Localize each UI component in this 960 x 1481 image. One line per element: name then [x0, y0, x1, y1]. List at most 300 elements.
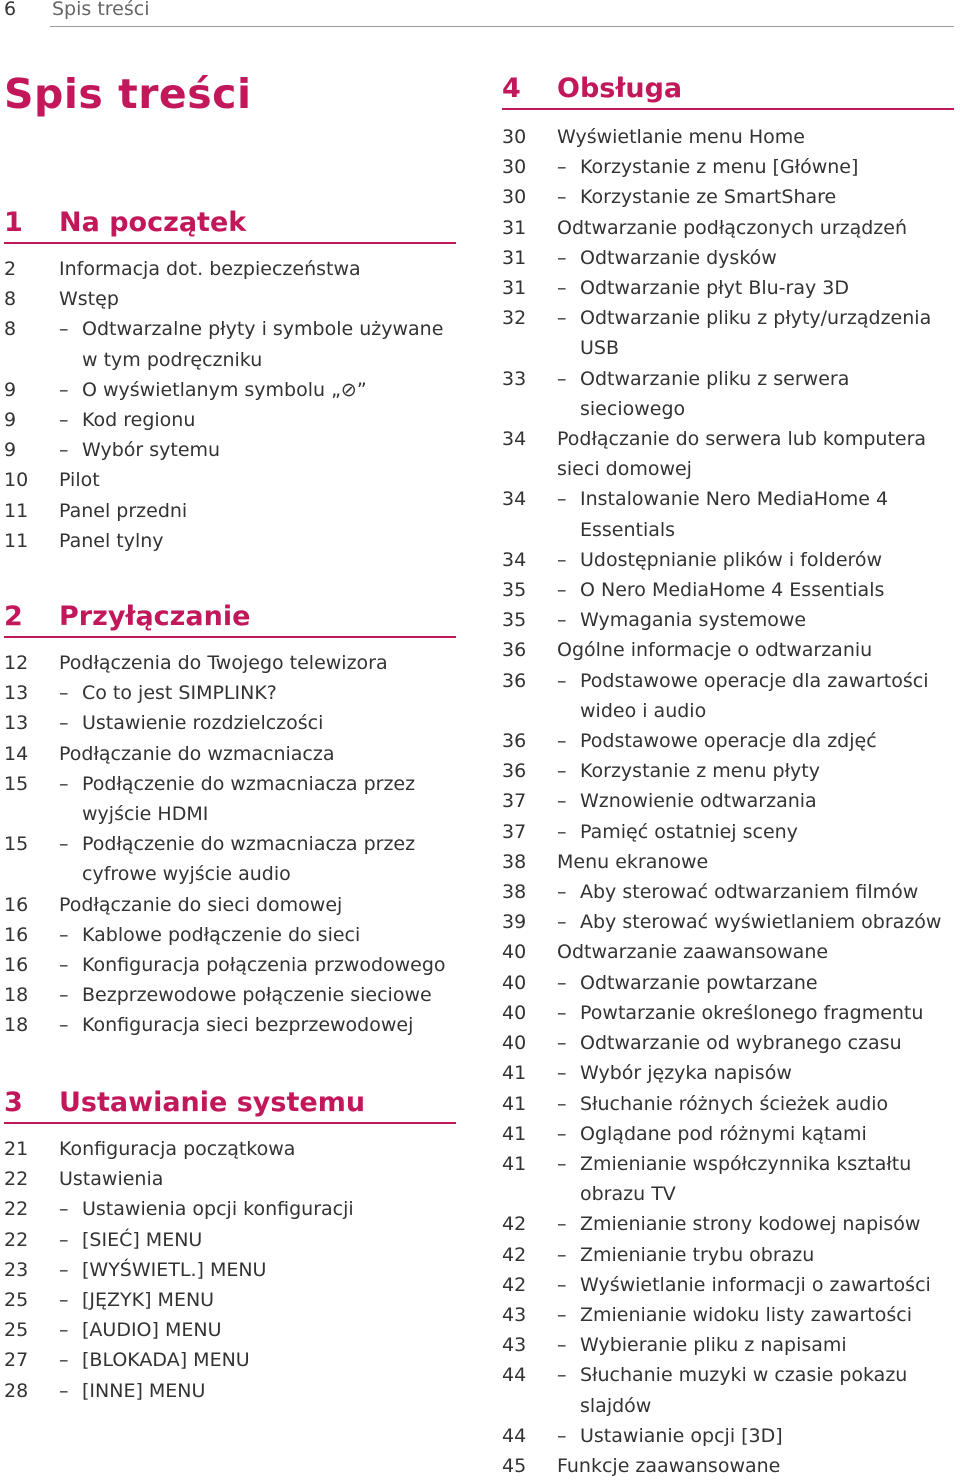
entry-text-line: Informacja dot. bezpieczeństwa [59, 258, 361, 280]
entry-dash: – [557, 1213, 567, 1236]
entry-text-line: sieci domowej [557, 458, 692, 481]
entry-text [82, 829, 456, 889]
entry-text-line: Odtwarzanie pliku z serwera [580, 367, 850, 390]
entry-text [82, 1225, 456, 1255]
toc-subentry[interactable] [502, 273, 954, 303]
entry-text-line: Wybór sytemu [82, 439, 221, 462]
entry-text-line: Ustawienia opcji konfiguracji [82, 1198, 354, 1221]
entry-text-line: Menu ekranowe [557, 850, 709, 873]
entry-dash: – [557, 186, 567, 209]
entry-text-line: Odtwarzanie powtarzane [580, 971, 818, 994]
entry-text [82, 1345, 456, 1375]
entry-text-line: Korzystanie z menu [Główne] [580, 156, 859, 179]
entry-page-number: 18 [4, 984, 29, 1007]
toc-subentry[interactable] [502, 726, 954, 756]
toc-subentry[interactable] [4, 1315, 456, 1345]
entry-page-number: 30 [502, 186, 527, 209]
entry-text [82, 980, 456, 1010]
entry-page-number: 13 [4, 682, 29, 705]
entry-text [580, 575, 954, 605]
toc-subentry[interactable] [502, 1421, 954, 1451]
entry-text [59, 648, 456, 678]
entry-text [557, 847, 954, 877]
entry-page-number: 2 [4, 258, 17, 280]
entry-dash: – [557, 760, 567, 783]
entry-page-number: 40 [502, 941, 527, 964]
entry-page-number: 37 [502, 790, 527, 813]
entry-dash: – [557, 1424, 567, 1447]
entry-page-number: 40 [502, 1001, 527, 1024]
entry-text-line: Podłączenie do wzmacniacza przez [82, 833, 416, 856]
entry-text-line: USB [580, 337, 620, 360]
toc-subentry[interactable] [4, 980, 456, 1010]
entry-text [82, 405, 456, 435]
entry-text-line: Odtwarzanie pliku z płyty/urządzenia [580, 307, 932, 330]
entry-dash: – [59, 772, 69, 795]
entry-page-number: 30 [502, 126, 527, 148]
entry-text-line: Konfiguracja połączenia przwodowego [82, 954, 446, 977]
entry-page-number: 36 [502, 730, 527, 753]
entry-text [59, 1134, 456, 1164]
toc-list [4, 648, 456, 1041]
entry-text-line: wideo i audio [580, 699, 707, 722]
entry-dash: – [557, 609, 567, 632]
entry-text [580, 273, 954, 303]
entry-text-line: Ustawianie opcji [3D] [580, 1424, 783, 1447]
entry-text [557, 213, 954, 243]
toc-entry[interactable] [4, 254, 456, 284]
toc-subentry[interactable] [4, 1345, 456, 1375]
entry-page-number: 35 [502, 609, 527, 632]
entry-page-number: 38 [502, 881, 527, 904]
entry-text-line: obrazu TV [580, 1183, 676, 1206]
entry-page-number: 41 [502, 1122, 527, 1145]
toc-subentry[interactable] [502, 1360, 954, 1420]
entry-text-line: Zmienianie współczynnika kształtu [580, 1152, 912, 1175]
entry-page-number: 28 [4, 1379, 29, 1402]
entry-text [82, 1285, 456, 1315]
toc-subentry[interactable] [4, 678, 456, 708]
entry-text-line: Kablowe podłączenie do sieci [82, 923, 361, 946]
entry-text-line: Wstęp [59, 288, 119, 311]
entry-text [580, 817, 954, 847]
entry-page-number: 34 [502, 488, 527, 511]
entry-dash: – [557, 820, 567, 843]
toc-subentry[interactable] [502, 605, 954, 635]
entry-dash: – [557, 730, 567, 753]
entry-text-line: Zmienianie trybu obrazu [580, 1243, 815, 1266]
entry-text [82, 435, 456, 465]
entry-dash: – [557, 669, 567, 692]
entry-text-line: Podstawowe operacje dla zdjęć [580, 730, 877, 753]
entry-text-line: cyfrowe wyjście audio [82, 863, 291, 886]
entry-page-number: 30 [502, 156, 527, 179]
entry-text [59, 496, 456, 526]
entry-text-line: Funkcje zaawansowane [557, 1454, 781, 1477]
toc-subentry[interactable] [4, 314, 456, 374]
entry-text [580, 1270, 954, 1300]
entry-text-line: Ogólne informacje o odtwarzaniu [557, 639, 873, 662]
entry-text [580, 666, 954, 726]
entry-text-line: O Nero MediaHome 4 Essentials [580, 579, 885, 602]
toc-entry[interactable] [4, 648, 456, 678]
entry-dash: – [59, 923, 69, 946]
entry-text-line: sieciowego [580, 397, 686, 420]
toc-entry[interactable] [4, 1134, 456, 1164]
entry-page-number: 31 [502, 216, 527, 239]
toc-entry[interactable] [502, 213, 954, 243]
section-rule [4, 636, 456, 638]
entry-text-line: w tym podręczniku [82, 348, 263, 371]
entry-dash: – [59, 409, 69, 432]
entry-page-number: 12 [4, 652, 29, 674]
toc-subentry[interactable] [502, 1300, 954, 1330]
entry-page-number: 41 [502, 1062, 527, 1085]
toc-entry[interactable] [4, 890, 456, 920]
entry-text-line: Ustawienie rozdzielczości [82, 712, 324, 735]
entry-page-number: 38 [502, 850, 527, 873]
entry-text-line: Podłączanie do wzmacniacza [59, 742, 335, 765]
entry-text-line: Konfiguracja sieci bezprzewodowej [82, 1014, 414, 1037]
entry-page-number: 45 [502, 1454, 527, 1477]
toc-subentry[interactable] [502, 484, 954, 544]
section-title: Obsługa [557, 73, 683, 104]
toc-subentry[interactable] [502, 1058, 954, 1088]
entry-text-line: [INNE] MENU [82, 1379, 206, 1402]
entry-dash: – [557, 1152, 567, 1175]
entry-text [557, 122, 954, 152]
entry-page-number: 15 [4, 833, 29, 856]
entry-text-line: Powtarzanie określonego fragmentu [580, 1001, 924, 1024]
entry-text-line: Kod regionu [82, 409, 196, 432]
entry-page-number: 42 [502, 1213, 527, 1236]
entry-text-line: Korzystanie z menu płyty [580, 760, 820, 783]
toc-subentry[interactable] [4, 829, 456, 889]
entry-dash: – [59, 712, 69, 735]
entry-text-line: Odtwarzanie podłączonych urządzeń [557, 216, 908, 239]
entry-text [580, 152, 954, 182]
entry-text [580, 1028, 954, 1058]
toc-subentry[interactable] [502, 575, 954, 605]
toc-entry[interactable] [4, 739, 456, 769]
entry-page-number: 11 [4, 529, 29, 552]
entry-text [580, 756, 954, 786]
entry-dash: – [59, 1014, 69, 1037]
entry-text-line: slajdów [580, 1394, 652, 1417]
entry-text [59, 526, 456, 556]
entry-dash: – [557, 971, 567, 994]
entry-text [557, 1451, 954, 1481]
entry-text [82, 769, 456, 829]
entry-text [580, 1058, 954, 1088]
entry-text [580, 1240, 954, 1270]
entry-dash: – [557, 307, 567, 330]
entry-page-number: 32 [502, 307, 527, 330]
toc-subentry[interactable] [502, 1270, 954, 1300]
entry-text [82, 920, 456, 950]
entry-text [580, 364, 954, 424]
section-heading [4, 196, 456, 244]
entry-text-line: Zmienianie widoku listy zawartości [580, 1303, 913, 1326]
entry-text-line: Konfiguracja początkowa [59, 1138, 296, 1160]
toc-subentry[interactable] [4, 1194, 456, 1224]
entry-page-number: 44 [502, 1424, 527, 1447]
toc-subentry[interactable] [502, 1209, 954, 1239]
entry-dash: – [557, 1122, 567, 1145]
toc-subentry[interactable] [502, 1119, 954, 1149]
entry-text [580, 1300, 954, 1330]
entry-text [59, 890, 456, 920]
entry-page-number: 23 [4, 1258, 29, 1281]
entry-page-number: 22 [4, 1198, 29, 1221]
toc-subentry[interactable] [4, 1285, 456, 1315]
entry-text-line: Wyświetlanie menu Home [557, 126, 805, 148]
toc-subentry[interactable] [502, 877, 954, 907]
toc-subentry[interactable] [502, 756, 954, 786]
entry-page-number: 34 [502, 428, 527, 451]
entry-dash: – [59, 1198, 69, 1221]
entry-dash: – [59, 318, 69, 341]
entry-dash: – [557, 367, 567, 390]
toc-subentry[interactable] [502, 998, 954, 1028]
entry-text-line: Aby sterować wyświetlaniem obrazów [580, 911, 942, 934]
toc-entry[interactable] [4, 496, 456, 526]
toc-subentry[interactable] [502, 545, 954, 575]
entry-text [580, 1209, 954, 1239]
entry-text [59, 1164, 456, 1194]
toc-subentry[interactable] [502, 1149, 954, 1209]
toc-subentry[interactable] [4, 375, 456, 405]
entry-dash: – [557, 1303, 567, 1326]
entry-text [580, 303, 954, 363]
entry-text-line: Podłączenie do wzmacniacza przez [82, 772, 416, 795]
page-header [0, 0, 960, 30]
toc-subentry[interactable] [502, 907, 954, 937]
entry-page-number: 39 [502, 911, 527, 934]
entry-text [580, 1360, 954, 1420]
entry-page-number: 8 [4, 318, 17, 341]
entry-page-number: 41 [502, 1152, 527, 1175]
toc-entry[interactable] [4, 284, 456, 314]
entry-text [59, 465, 456, 495]
entry-text [82, 375, 456, 405]
entry-page-number: 41 [502, 1092, 527, 1115]
entry-text [580, 1149, 954, 1209]
entry-page-number: 33 [502, 367, 527, 390]
entry-page-number: 27 [4, 1349, 29, 1372]
toc-subentry[interactable] [502, 243, 954, 273]
entry-text [82, 314, 456, 374]
entry-text-line: Odtwarzanie od wybranego czasu [580, 1032, 902, 1055]
toc-subentry[interactable] [4, 1376, 456, 1406]
section-number: 4 [502, 73, 521, 104]
entry-text [557, 424, 954, 484]
entry-dash: – [59, 1228, 69, 1251]
entry-dash: – [557, 911, 567, 934]
entry-page-number: 36 [502, 760, 527, 783]
entry-dash: – [59, 1349, 69, 1372]
entry-page-number: 9 [4, 378, 17, 401]
entry-text-line: Aby sterować odtwarzaniem filmów [580, 881, 919, 904]
toc-subentry[interactable] [4, 1225, 456, 1255]
toc-entry[interactable] [4, 1164, 456, 1194]
toc-entry[interactable] [502, 1451, 954, 1481]
entry-text-line: Podłączenia do Twojego telewizora [59, 652, 388, 674]
toc-entry[interactable] [502, 937, 954, 967]
entry-page-number: 40 [502, 1032, 527, 1055]
entry-dash: – [557, 1273, 567, 1296]
entry-text-line: Co to jest SIMPLINK? [82, 682, 277, 705]
section-title: Na początek [59, 207, 247, 238]
entry-text [82, 1376, 456, 1406]
entry-page-number: 13 [4, 712, 29, 735]
entry-text [82, 708, 456, 738]
entry-text [82, 678, 456, 708]
section-rule [502, 108, 954, 110]
entry-text [82, 1315, 456, 1345]
entry-text-line: Panel tylny [59, 529, 164, 552]
entry-dash: – [59, 378, 69, 401]
entry-text-line: Instalowanie Nero MediaHome 4 [580, 488, 889, 511]
running-title: Spis treści [52, 0, 150, 20]
entry-text-line: Odtwarzalne płyty i symbole używane [82, 318, 444, 341]
entry-text-line: Wznowienie odtwarzania [580, 790, 817, 813]
toc-subentry[interactable] [4, 708, 456, 738]
entry-text-line: [BLOKADA] MENU [82, 1349, 250, 1372]
section-heading [4, 590, 456, 638]
toc-subentry[interactable] [502, 1089, 954, 1119]
entry-page-number: 9 [4, 439, 17, 462]
toc-subentry[interactable] [502, 786, 954, 816]
entry-dash: – [557, 1334, 567, 1357]
entry-page-number: 21 [4, 1138, 29, 1160]
entry-dash: – [59, 1289, 69, 1312]
toc-subentry[interactable] [4, 1010, 456, 1040]
toc-subentry[interactable] [502, 817, 954, 847]
toc-list [4, 1134, 456, 1406]
toc-subentry[interactable] [4, 435, 456, 465]
entry-text-line: Podłączanie do sieci domowej [59, 893, 343, 916]
entry-dash: – [59, 1319, 69, 1342]
entry-dash: – [557, 579, 567, 602]
entry-dash: – [59, 833, 69, 856]
entry-text-line: Panel przedni [59, 499, 188, 522]
entry-text [557, 937, 954, 967]
entry-page-number: 31 [502, 246, 527, 269]
toc-entry[interactable] [4, 526, 456, 556]
entry-dash: – [59, 1379, 69, 1402]
entry-text-line: Słuchanie muzyki w czasie pokazu [580, 1364, 908, 1387]
toc-subentry[interactable] [502, 666, 954, 726]
entry-page-number: 44 [502, 1364, 527, 1387]
toc-subentry[interactable] [502, 182, 954, 212]
entry-page-number: 43 [502, 1334, 527, 1357]
entry-page-number: 14 [4, 742, 29, 765]
toc-entry[interactable] [502, 635, 954, 665]
entry-text [580, 1330, 954, 1360]
toc-subentry[interactable] [502, 364, 954, 424]
entry-page-number: 16 [4, 954, 29, 977]
entry-text-line: Podłączanie do serwera lub komputera [557, 428, 927, 451]
entry-page-number: 36 [502, 639, 527, 662]
entry-text [580, 484, 954, 544]
entry-text-line: Odtwarzanie dysków [580, 246, 777, 269]
toc-subentry[interactable] [502, 1240, 954, 1270]
entry-text [580, 182, 954, 212]
entry-page-number: 15 [4, 772, 29, 795]
page-number: 6 [4, 0, 17, 20]
entry-text-line: Odtwarzanie płyt Blu-ray 3D [580, 277, 849, 300]
entry-text [580, 968, 954, 998]
entry-text [82, 1255, 456, 1285]
entry-text-line: [JĘZYK] MENU [82, 1289, 215, 1312]
entry-text-line: [WYŚWIETL.] MENU [82, 1258, 267, 1281]
entry-dash: – [59, 439, 69, 462]
section-rule [4, 1122, 456, 1124]
toc-subentry[interactable] [502, 1330, 954, 1360]
entry-text-line: [AUDIO] MENU [82, 1319, 222, 1342]
entry-page-number: 31 [502, 277, 527, 300]
entry-dash: – [557, 156, 567, 179]
section-heading [502, 62, 954, 110]
entry-page-number: 42 [502, 1243, 527, 1266]
toc-list [502, 122, 954, 1481]
toc-entry[interactable] [4, 465, 456, 495]
toc-subentry[interactable] [4, 769, 456, 829]
entry-text-line: Wybór języka napisów [580, 1062, 792, 1085]
toc-subentry[interactable] [502, 968, 954, 998]
entry-text-line: Wymagania systemowe [580, 609, 807, 632]
toc-entry[interactable] [502, 424, 954, 484]
toc-list [4, 254, 456, 556]
toc-subentry[interactable] [502, 1028, 954, 1058]
header-rule [50, 26, 954, 27]
entry-text-line: Essentials [580, 518, 676, 541]
toc-subentry[interactable] [502, 303, 954, 363]
entry-text [82, 950, 456, 980]
entry-dash: – [557, 1062, 567, 1085]
toc-subentry[interactable] [4, 405, 456, 435]
entry-page-number: 9 [4, 409, 17, 432]
entry-text [59, 739, 456, 769]
entry-page-number: 22 [4, 1228, 29, 1251]
toc-subentry[interactable] [4, 1255, 456, 1285]
entry-text [59, 254, 456, 284]
entry-text-line: [SIEĆ] MENU [82, 1228, 203, 1251]
section-title: Ustawianie systemu [59, 1087, 366, 1118]
entry-text-line: Ustawienia [59, 1168, 164, 1191]
toc-subentry[interactable] [4, 950, 456, 980]
entry-text [557, 635, 954, 665]
toc-entry[interactable] [502, 847, 954, 877]
toc-subentry[interactable] [4, 920, 456, 950]
toc-subentry[interactable] [502, 152, 954, 182]
entry-text [580, 545, 954, 575]
entry-text-line: wyjście HDMI [82, 803, 209, 826]
toc-entry[interactable] [502, 122, 954, 152]
entry-text-line: Bezprzewodowe połączenie sieciowe [82, 984, 432, 1007]
entry-dash: – [557, 488, 567, 511]
entry-text [82, 1194, 456, 1224]
entry-text [580, 786, 954, 816]
section-number: 3 [4, 1087, 23, 1118]
entry-dash: – [557, 790, 567, 813]
entry-dash: – [557, 246, 567, 269]
section-title: Przyłączanie [59, 601, 251, 632]
section-number: 2 [4, 601, 23, 632]
entry-page-number: 25 [4, 1289, 29, 1312]
entry-text [580, 605, 954, 635]
